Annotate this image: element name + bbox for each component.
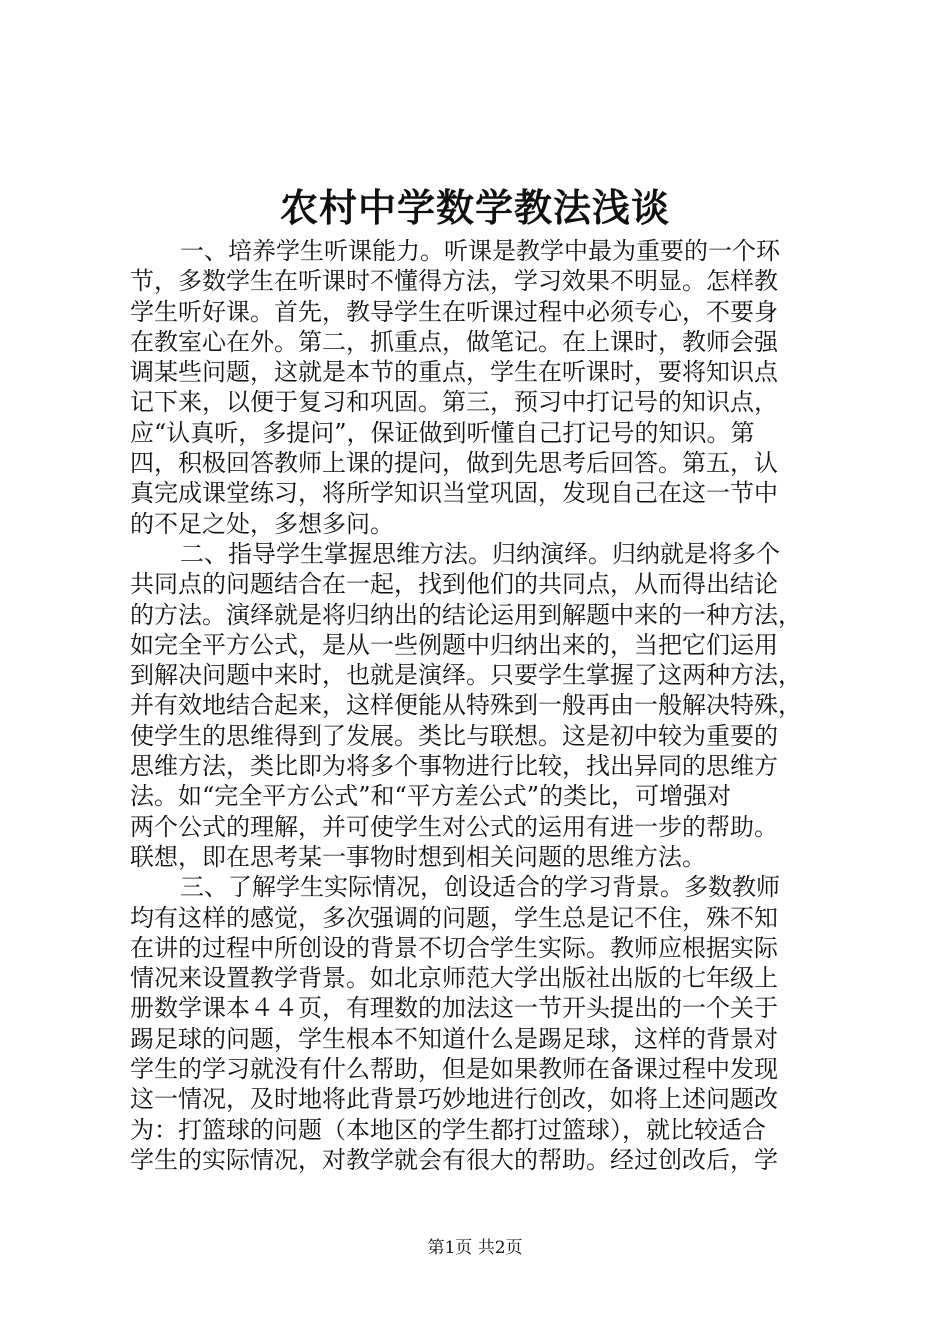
paragraph-1-line: 记下来，以便于复习和巩固。第三，预习中打记号的知识点， — [130, 388, 778, 417]
paragraph-2-line: 使学生的思维得到了发展。类比与联想。这是初中较为重要的 — [130, 721, 778, 750]
paragraph-2-line: 到解决问题中来时，也就是演绎。只要学生掌握了这两种方法， — [130, 661, 802, 690]
paragraph-1-line: 调某些问题，这就是本节的重点，学生在听课时，要将知识点 — [130, 358, 778, 387]
paragraph-3-line: 这一情况，及时地将此背景巧妙地进行创改，如将上述问题改 — [130, 1085, 778, 1114]
paragraph-1-line: 的不足之处，多想多问。 — [130, 509, 394, 538]
paragraph-3-line: 学生的学习就没有什么帮助，但是如果教师在备课过程中发现 — [130, 1055, 778, 1084]
paragraph-3-line: 为：打篮球的问题（本地区的学生都打过篮球），就比较适合 — [130, 1115, 766, 1144]
paragraph-1-line: 节，多数学生在听课时不懂得方法，学习效果不明显。怎样教 — [130, 267, 778, 296]
paragraph-3-line: 均有这样的感觉，多次强调的问题，学生总是记不住，殊不知 — [130, 903, 778, 932]
paragraph-3-line: 三、了解学生实际情况，创设适合的学习背景。多数教师 — [180, 873, 780, 902]
paragraph-2-line: 如完全平方公式，是从一些例题中归纳出来的，当把它们运用 — [130, 630, 778, 659]
paragraph-2-line: 联想，即在思考某一事物时想到相关问题的思维方法。 — [130, 842, 706, 871]
paragraph-3-line: 在讲的过程中所创设的背景不切合学生实际。教师应根据实际 — [130, 933, 778, 962]
paragraph-1-line: 在教室心在外。第二，抓重点，做笔记。在上课时，教师会强 — [130, 327, 778, 356]
paragraph-2-line: 的方法。演绎就是将归纳出的结论运用到解题中来的一种方法， — [130, 600, 802, 629]
paragraph-1-line: 真完成课堂练习，将所学知识当堂巩固，发现自己在这一节中 — [130, 479, 778, 508]
paragraph-2-line: 思维方法，类比即为将多个事物进行比较，找出异同的思维方 — [130, 752, 778, 781]
paragraph-1-line: 应“认真听，多提问”，保证做到听懂自己打记号的知识。第 — [130, 418, 755, 447]
paragraph-3-line: 学生的实际情况，对教学就会有很大的帮助。经过创改后，学 — [130, 1145, 778, 1174]
paragraph-2-line: 并有效地结合起来，这样便能从特殊到一般再由一般解决特殊， — [130, 691, 802, 720]
paragraph-3-line: 情况来设置教学背景。如北京师范大学出版社出版的七年级上 — [130, 964, 778, 993]
paragraph-3-line: 踢足球的问题，学生根本不知道什么是踢足球，这样的背景对 — [130, 1024, 778, 1053]
paragraph-2-line: 法。如“完全平方公式”和“平方差公式”的类比，可增强对 — [130, 782, 732, 811]
paragraph-1-line: 学生听好课。首先，教导学生在听课过程中必须专心，不要身 — [130, 297, 778, 326]
paragraph-2-line: 两个公式的理解，并可使学生对公式的运用有进一步的帮助。 — [130, 812, 778, 841]
paragraph-2-line: 二、指导学生掌握思维方法。归纳演绎。归纳就是将多个 — [180, 539, 780, 568]
paragraph-3-line: 册数学课本４４页，有理数的加法这一节开头提出的一个关于 — [130, 994, 778, 1023]
document-body — [130, 236, 830, 1175]
document-title: 农村中学数学教法浅谈 — [279, 185, 670, 230]
paragraph-1-line: 一、培养学生听课能力。听课是教学中最为重要的一个环 — [180, 237, 780, 265]
page-indicator: 第1页 共2页 — [427, 1238, 523, 1258]
paragraph-2-line: 共同点的问题结合在一起，找到他们的共同点，从而得出结论 — [130, 570, 778, 599]
paragraph-1-line: 四，积极回答教师上课的提问，做到先思考后回答。第五，认 — [130, 449, 778, 478]
